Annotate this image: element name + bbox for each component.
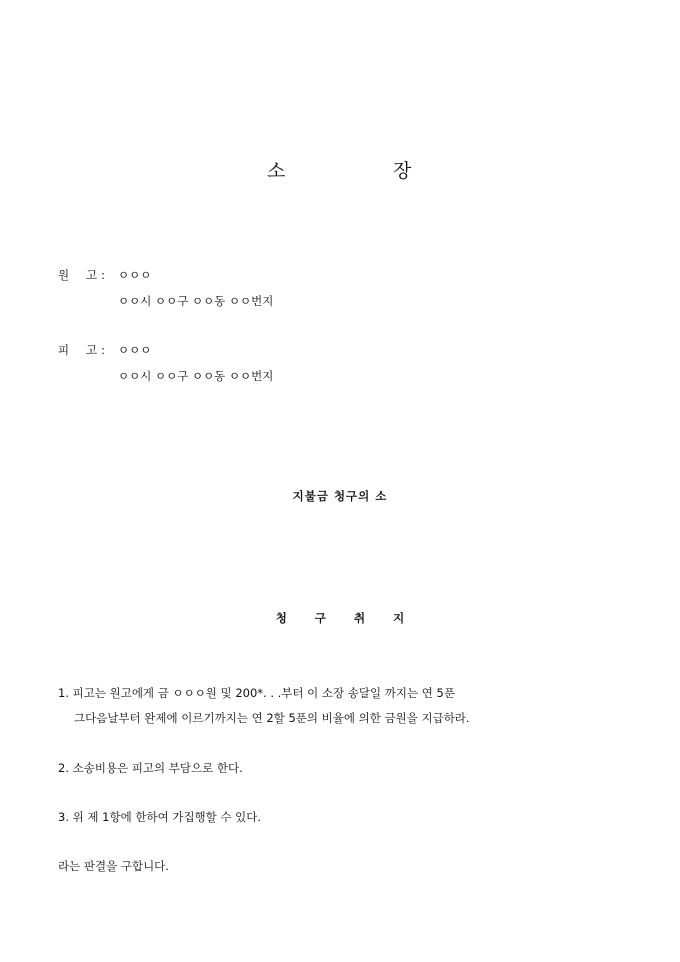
plaintiff-block — [58, 262, 273, 314]
plaintiff-label-char-1: 원 — [58, 268, 70, 282]
title-char-2: 장 — [393, 160, 412, 182]
claim-item-2 — [58, 756, 638, 781]
plaintiff-name: ㅇㅇㅇ — [118, 268, 152, 282]
document-title — [0, 156, 680, 186]
claim-item-2-line-1: 2. 소송비용은 피고의 부담으로 한다. — [58, 761, 243, 775]
title-char-1: 소 — [267, 160, 286, 182]
defendant-name: ㅇㅇㅇ — [118, 343, 152, 357]
defendant-block — [58, 337, 273, 389]
claim-item-1-line-2: 그다음날부터 완제에 이르기까지는 연 2할 5푼의 비율에 의한 금원을 지급하라. — [74, 711, 470, 725]
claim-heading: 청 구 취 지 — [275, 611, 417, 625]
plaintiff-label-char-2: 고 — [86, 268, 98, 282]
case-title: 지불금 청구의 소 — [292, 489, 388, 503]
defendant-address: ㅇㅇ시 ㅇㅇ구 ㅇㅇ동 ㅇㅇ번지 — [118, 369, 274, 383]
plaintiff-label: 원 고 : — [58, 262, 118, 288]
claim-item-1-line-1: 1. 피고는 원고에게 금 ㅇㅇㅇ원 및 200*. . .부터 이 소장 송달일 까지는 연 5푼 — [58, 686, 455, 700]
claim-item-1 — [58, 681, 638, 731]
plaintiff-address: ㅇㅇ시 ㅇㅇ구 ㅇㅇ동 ㅇㅇ번지 — [118, 294, 274, 308]
claim-item-3-line-1: 3. 위 제 1항에 한하여 가집행할 수 있다. — [58, 810, 262, 824]
claim-item-3 — [58, 805, 638, 830]
closing-statement: 라는 판결을 구합니다. — [58, 859, 169, 873]
defendant-label-char-2: 고 — [86, 343, 98, 357]
defendant-label-char-1: 피 — [58, 343, 70, 357]
defendant-label: 피 고 : — [58, 337, 118, 363]
